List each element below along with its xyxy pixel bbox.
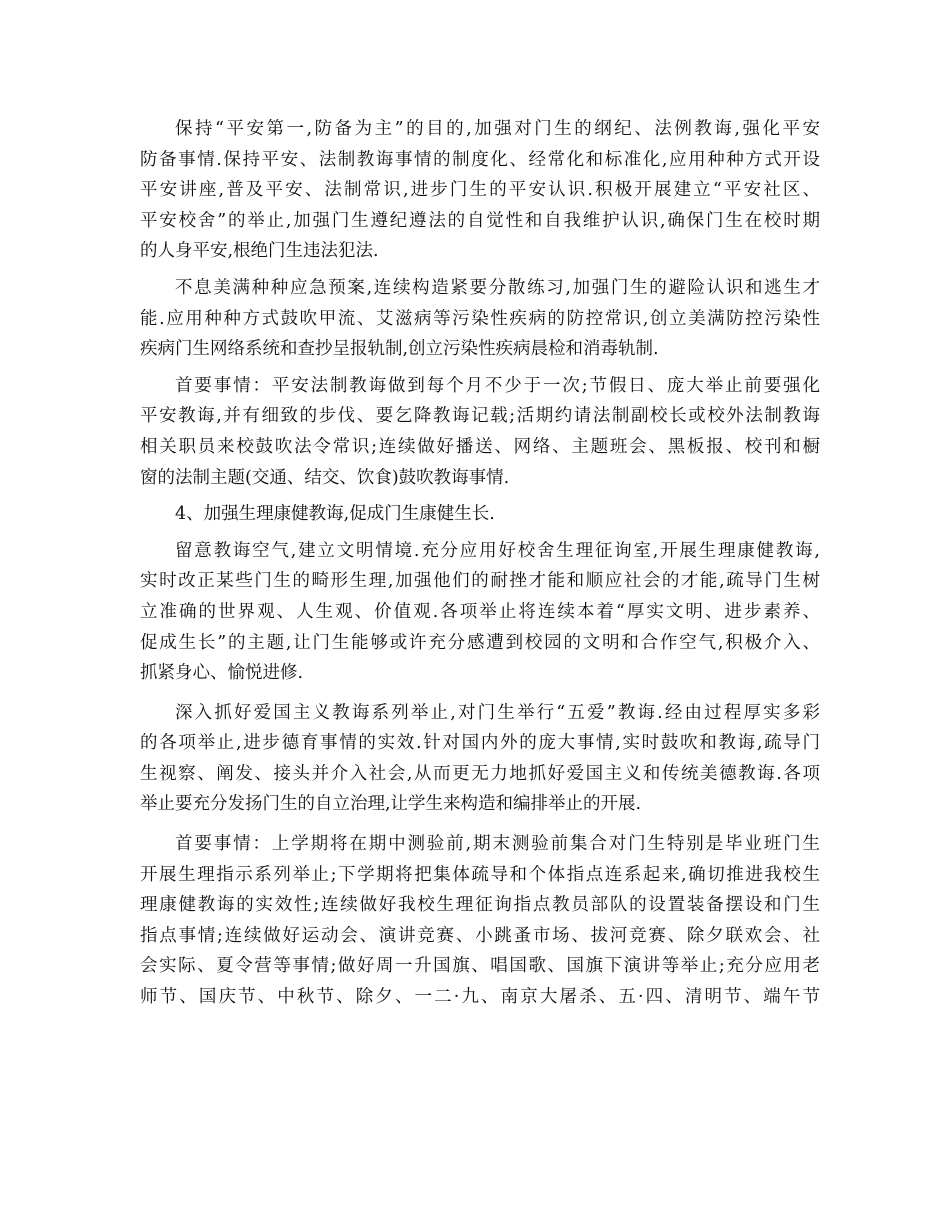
text-line: 能.应用种种方式鼓吹甲流、艾滋病等污染性疾病的防控常识,创立美满防控污染性	[140, 308, 820, 329]
text-line: 的人身平安,根绝门生违法犯法.	[140, 241, 379, 262]
text-line: 抓紧身心、愉悦进修.	[140, 663, 304, 684]
paragraph-emergency-plans	[140, 273, 820, 365]
paragraph-main-tasks-safety	[140, 371, 820, 493]
text-line: 会实际、夏令营等事情;做好周一升国旗、唱国歌、国旗下演讲等举止;充分应用老	[140, 956, 820, 977]
section-heading: 4、加强生理康健教诲,促成门生康健生长.	[175, 504, 495, 525]
text-line: 不息美满种种应急预案,连续构造紧要分散练习,加强门生的避险认识和逃生才	[175, 277, 820, 298]
text-line: 指点事情;连续做好运动会、演讲竞赛、小跳蚤市场、拔河竞赛、除夕联欢会、社	[140, 925, 820, 946]
text-line: 立准确的世界观、人生观、价值观.各项举止将连续本着“厚实文明、进步素养、	[140, 601, 820, 622]
text-line: 举止要充分发扬门生的自立治理,让学生来构造和编排举止的开展.	[140, 794, 642, 815]
text-line: 师节、国庆节、中秋节、除夕、一二·九、南京大屠杀、五·四、清明节、端午节	[140, 987, 820, 1008]
text-line: 平安校舍”的举止,加强门生遵纪遵法的自觉性和自我维护认识,确保门生在校时期	[140, 210, 820, 231]
text-line: 平安讲座,普及平安、法制常识,进步门生的平安认识.积极开展建立“平安社区、	[140, 180, 820, 201]
text-line: 窗的法制主题(交通、结交、饮食)鼓吹教诲事情.	[140, 467, 510, 488]
paragraph-main-tasks-psychology	[140, 829, 820, 1013]
text-line: 实时改正某些门生的畸形生理,加强他们的耐挫才能和顺应社会的才能,疏导门生树	[140, 571, 820, 592]
text-line: 促成生长”的主题,让门生能够或许充分感遭到校园的文明和合作空气,积极介入、	[140, 632, 820, 653]
text-line: 深入抓好爱国主义教诲系列举止,对门生举行“五爱”教诲.经由过程厚实多彩	[175, 702, 820, 723]
paragraph-safety-education	[140, 114, 820, 267]
text-line: 防备事情.保持平安、法制教诲事情的制度化、经常化和标准化,应用种种方式开设	[140, 149, 820, 170]
text-line: 留意教诲空气,建立文明情境.充分应用好校舍生理征询室,开展生理康健教诲,	[175, 540, 820, 561]
section-heading-mental-health	[140, 499, 820, 530]
text-line: 生视察、阐发、接头并介入社会,从而更无力地抓好爱国主义和传统美德教诲.各项	[140, 763, 820, 784]
paragraph-education-atmosphere	[140, 536, 820, 689]
text-line: 首要事情：平安法制教诲做到每个月不少于一次;节假日、庞大举止前要强化	[175, 375, 820, 396]
text-line: 开展生理指示系列举止;下学期将把集体疏导和个体指点连系起来,确切推进我校生	[140, 864, 820, 885]
paragraph-patriotism-education	[140, 698, 820, 820]
text-line: 保持“平安第一,防备为主”的目的,加强对门生的纲纪、法例教诲,强化平安	[175, 119, 820, 139]
text-line: 的各项举止,进步德育事情的实效.针对国内外的庞大事情,实时鼓吹和教诲,疏导门	[140, 733, 820, 754]
document-body	[140, 114, 820, 1013]
text-line: 疾病门生网络系统和查抄呈报轨制,创立污染性疾病晨检和消毒轨制.	[140, 339, 659, 360]
text-line: 相关职员来校鼓吹法令常识;连续做好播送、网络、主题班会、黑板报、校刊和橱	[140, 436, 820, 457]
text-line: 理康健教诲的实效性;连续做好我校生理征询指点教员部队的设置装备摆设和门生	[140, 895, 820, 916]
text-line: 首要事情：上学期将在期中测验前,期末测验前集合对门生特别是毕业班门生	[175, 834, 820, 855]
text-line: 平安教诲,并有细致的步伐、要乞降教诲记载;活期约请法制副校长或校外法制教诲	[140, 406, 820, 427]
